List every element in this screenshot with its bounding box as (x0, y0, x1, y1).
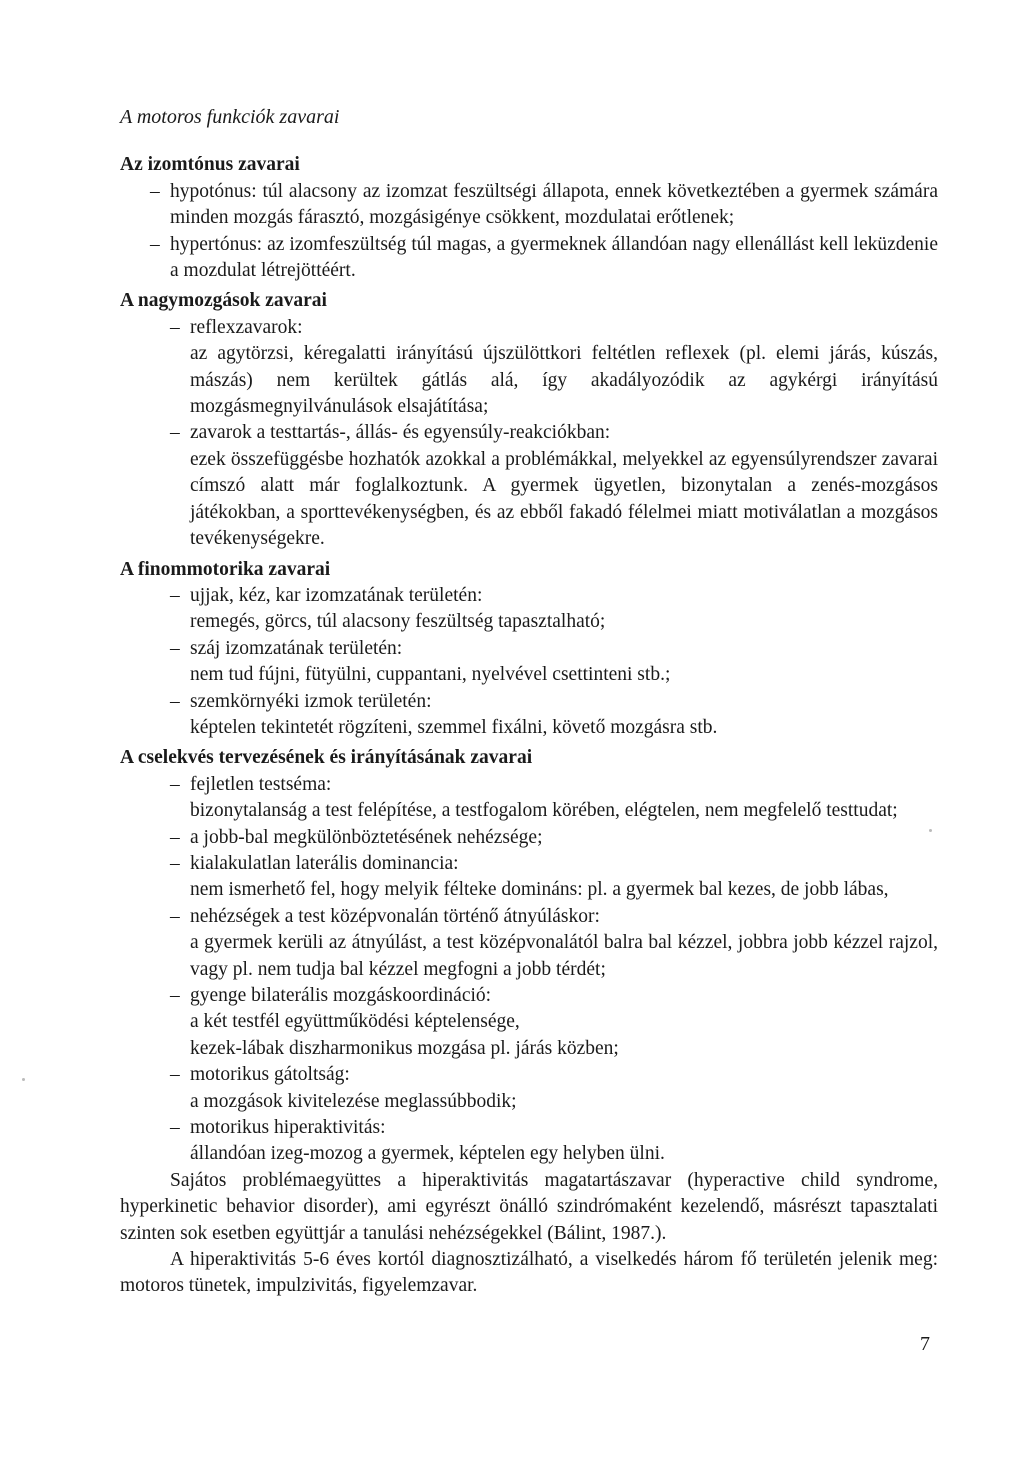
page-title: A motoros funkciók zavarai (120, 106, 340, 128)
list-item: – a jobb-bal megkülönböztetésének nehézsége; (170, 826, 543, 848)
list-item: – gyenge bilaterális mozgáskoordináció: (170, 985, 492, 1006)
section-heading-action-planning: A cselekvés tervezésének és irányításának zavarai (120, 747, 533, 769)
list-item: – kialakulatlan laterális dominancia: (170, 852, 459, 874)
list-item: – zavarok a testtartás-, állás- és egyensúly-reakciókban: (170, 422, 611, 444)
scan-speck (929, 829, 932, 832)
list-item: – szemkörnyéki izmok területén: (170, 690, 432, 712)
list-item-detail: képtelen tekintetét rögzíteni, szemmel fixálni, követő mozgásra stb. (190, 716, 718, 738)
list-item: – hypotónus: túl alacsony az izomzat feszültségi állapota, ennek következtében a gyermek számára minden mozgás fárasztó, mozgásigénye csökkent, mozdulatai erőtlenek; (150, 180, 938, 229)
list-item-detail: nem ismerhető fel, hogy melyik félteke domináns: pl. a gyermek bal kezes, de jobb lábas, (190, 879, 889, 901)
list-item-detail: a két testfél együttműködési képtelensége, (190, 1011, 520, 1033)
section-heading-muscle-tone: Az izomtónus zavarai (120, 154, 300, 176)
page-content (120, 104, 938, 1300)
list-item-detail: remegés, görcs, túl alacsony feszültség tapasztalható; (190, 611, 606, 633)
list-item-detail: nem tud fújni, fütyülni, cuppantani, nyelvével csettinteni stb.; (190, 664, 671, 686)
list-item-detail: bizonytalanság a test felépítése, a testfogalom körében, elégtelen, nem megfelelő testtudat; (190, 800, 898, 822)
list-item: – száj izomzatának területén: (170, 637, 403, 659)
list-item-detail: kezek-lábak diszharmonikus mozgása pl. járás közben; (190, 1037, 619, 1059)
scan-speck (22, 1078, 25, 1081)
body-paragraph: A hiperaktivitás 5-6 éves kortól diagnosztizálható, a viselkedés három fő területén jelenik meg: motoros tünetek, impulzivitás, figyelemzavar. (120, 1249, 938, 1297)
list-item-detail: az agytörzsi, kéregalatti irányítású újszülöttkori feltétlen reflexek (pl. elemi járás, kúszás, mászás) nem kerültek gátlás alá, így akadályozódik az agykérgi irányítású mozgásmegnyilvánulások elsajátítása; (190, 343, 938, 418)
list-item-detail: állandóan izeg-mozog a gyermek, képtelen egy helyben ülni. (190, 1143, 665, 1165)
list-item: – motorikus gátoltság: (170, 1064, 350, 1086)
list-item: – reflexzavarok: (170, 316, 303, 338)
list-item: – motorikus hiperaktivitás: (170, 1117, 386, 1139)
list-item: – hypertónus: az izomfeszültség túl magas, a gyermeknek állandóan nagy ellenállást kell leküzdenie a mozdulat létrejöttéért. (150, 233, 938, 282)
list-item-detail: a gyermek kerüli az átnyúlást, a test középvonalától balra bal kézzel, jobbra jobb kézzel rajzol, vagy pl. nem tudja bal kézzel megfogni a jobb térdét; (190, 932, 938, 980)
page-number: 7 (920, 1333, 930, 1355)
list-item-detail: a mozgások kivitelezése meglassúbbodik; (190, 1090, 517, 1112)
list-item: – ujjak, kéz, kar izomzatának területén: (170, 584, 483, 606)
list-item: – fejletlen testséma: (170, 773, 332, 795)
section-heading-gross-motor: A nagymozgások zavarai (120, 290, 327, 312)
body-paragraph: Sajátos problémaegyüttes a hiperaktivitás magatartászavar (hyperactive child syndrome, hyperkinetic behavior disorder), ami egyrészt önálló szindrómaként kezelendő, másrészt tapasztalati szinten sok esetben együttjár a tanulási nehézségekkel (Bálint, 1987.). (120, 1169, 938, 1244)
section-heading-fine-motor: A finommotorika zavarai (120, 558, 331, 580)
list-item-detail: ezek összefüggésbe hozhatók azokkal a problémákkal, melyekkel az egyensúlyrendszer zavarai címszó alatt már foglalkoztunk. A gyermek ügyetlen, bizonytalan a zenés-mozgásos játékokban, a sporttevékenységben, és az ebből fakadó félelmei miatt motiválatlan a mozgásos tevékenységekre. (190, 448, 938, 550)
list-item: – nehézségek a test középvonalán történő átnyúláskor: (170, 905, 600, 927)
